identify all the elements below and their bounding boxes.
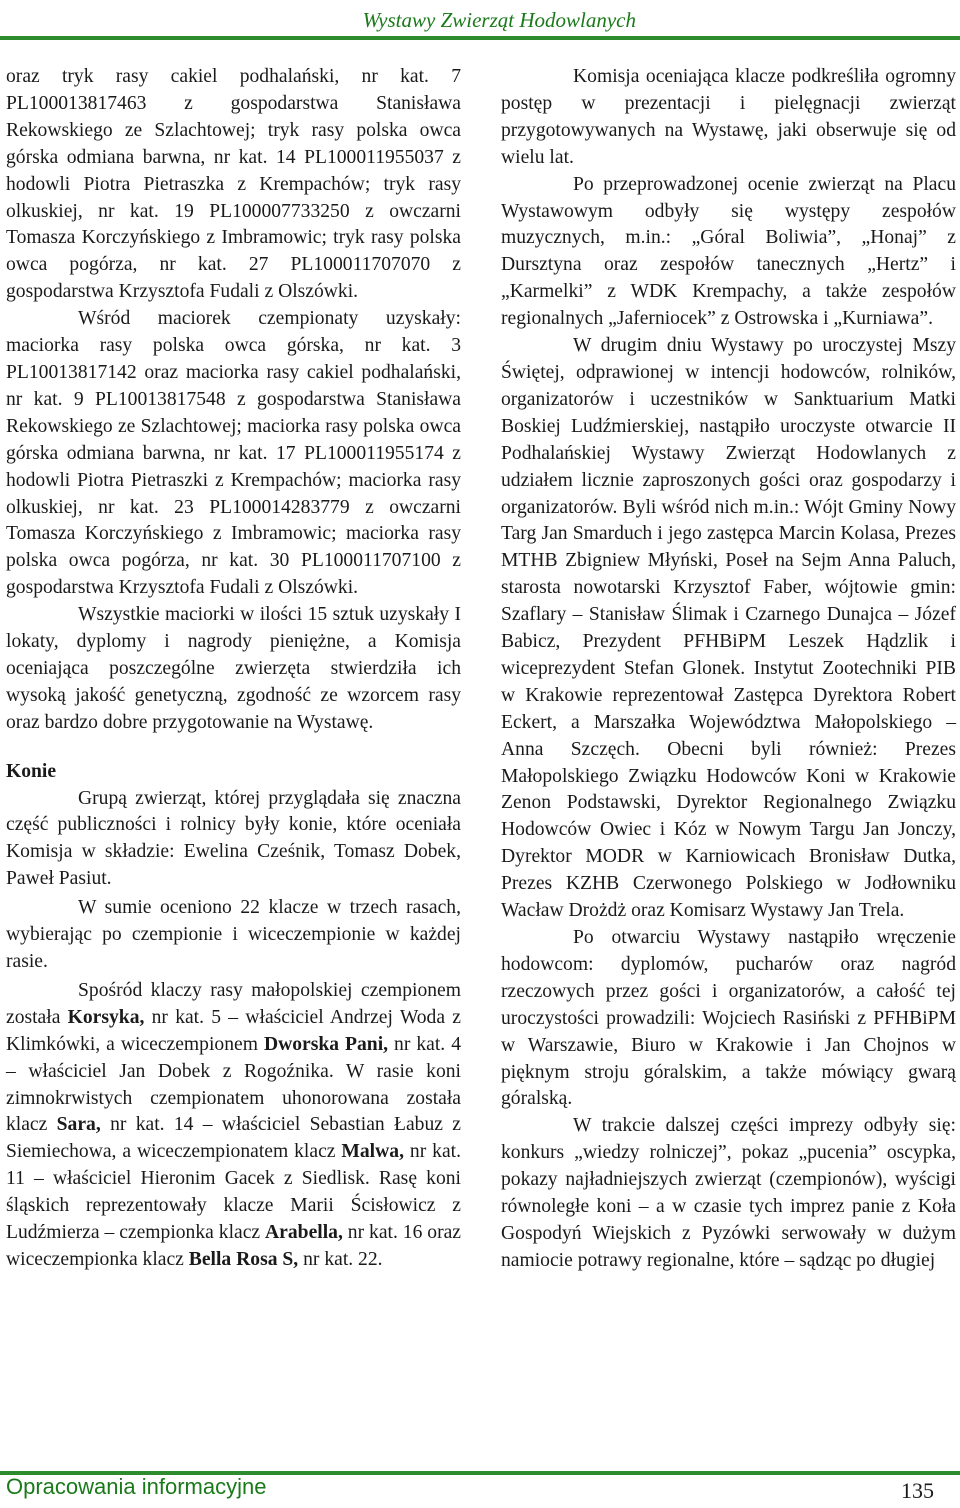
paragraph-opening: W drugim dniu Wystawy po uroczystej Mszy Świętej, odprawionej w intencji hodowców, rolników, organizatorów i uczestników w Sanktuarium Matki Boskiej Ludźmierskiej, nastąpiło uroczyste otwarcie II Podhalańskiej Wystawy Zwierząt Hodowlanych z udziałem licznie zaproszonych gości oraz gospodarzy i organizatorów. Byli wśród nich m.in.: Wójt Gminy Nowy Targ Jan Smarduch i jego zastępca Marcin Kolasa, Prezes MTHB Zbigniew Młyński, Poseł na Sejm Anna Paluch, starosta nowotarski Krzysztof Faber, wójtowie gmin: Szaflary – Stanisław Ślimak i Czarnego Dunajca – Józef Babicz, Prezydent PFHBiPM Leszek Hądzlik i wiceprezydent Stefan Glonek. Instytut Zootechniki PIB w Krakowie reprezentował Zastępca Dyrektora Robert Eckert, a Marszałka Województwa Małopolskiego – Anna Szczęch. Obecni byli również: Prezes Małopolskiego Związku Hodowców Koni w Krakowie Zenon Podstawski, Dyrektor Regionalnego Związku Hodowców Owiec i Kóz w Nowym Targu Jan Jonczy, Dyrektor MODR w Karniowicach Bronisław Dutka, Prezes KZHB Czerwonego Polskiego w Jodłowniku Wacław Drożdż oraz Komisarz Wystawy Jan Trela. xyxy=(501,335,956,922)
paragraph-commission: Komisja oceniająca klacze podkreśliła ogromny postęp w prezentacji i pielęgnacji zwierząt przygotowywanych na Wystawę, jaki obserwuje się od wielu lat. xyxy=(501,66,956,168)
text-run: nr kat. 4 – właściciel Jan Dobek z Rogoźnika. W rasie koni zimnokrwistych czempionatem uhonorowana została klacz xyxy=(6,1033,461,1136)
right-column xyxy=(501,64,956,1275)
horse-name-sara: Sara, xyxy=(56,1114,101,1136)
horse-name-malwa: Malwa, xyxy=(341,1141,404,1163)
horse-name-bella-rosa-s: Bella Rosa S, xyxy=(188,1248,299,1270)
text-run: nr kat. 11 – właściciel Hieronim Gacek z Siedlisk. Rasę koni śląskich reprezentowały klacze Marii Ścisłowicz z Ludźmierza – czempionka klacz xyxy=(6,1141,461,1244)
paragraph-rams: oraz tryk rasy cakiel podhalański, nr kat. 7 PL100013817463 z gospodarstwa Stanisława Rekowskiego ze Szlachtowej; tryk rasy polska owca górska odmiana barwna, nr kat. 14 PL100011955037 z hodowli Piotra Pietraszka z Krempachów; tryk rasy olkuskiej, nr kat. 19 PL100007733250 z owczarni Tomasza Korczyńskiego z Imbramowic; tryk rasy polska owca pogórza, nr kat. 27 PL100011707070 z gospodarstwa Krzysztofa Fudali z Olszówki. xyxy=(6,66,461,303)
text-run: nr kat. 14 – właściciel Sebastian Łabuz z Siemiechowa, a wiceczempionatem klacz xyxy=(6,1114,461,1163)
horse-name-korsyka: Korsyka, xyxy=(67,1006,145,1028)
running-header: Wystawy Zwierząt Hodowlanych xyxy=(362,8,636,32)
page-number: 135 xyxy=(901,1478,934,1503)
paragraph-horses-count: W sumie oceniono 22 klacze w trzech rasach, wybierając po czempionie i wiceczempionie w każdej rasie. xyxy=(6,897,461,972)
text-run: nr kat. 22. xyxy=(298,1248,383,1270)
paragraph-performances: Po przeprowadzonej ocenie zwierząt na Placu Wystawowym odbyły się występy zespołów muzycznych, m.in.: „Góral Boliwia”, „Honaj” z Dursztyna oraz zespołów tanecznych „Hertz” i „Karmelki” z WDK Krempachy, a także zespołów regionalnych „Jaferniocek” z Ostrowska i „Kurniawa”. xyxy=(501,173,956,330)
text-run: Spośród klaczy rasy małopolskiej czempionem została xyxy=(6,979,461,1028)
paragraph-ewes: Wśród maciorek czempionaty uzyskały: maciorka rasy polska owca górska, nr kat. 3 PL10013817142 oraz maciorka rasy cakiel podhalański, nr kat. 9 PL10013817548 z gospodarstwa Stanisława Rekowskiego ze Szlachtowej; maciorka rasy polska owca górska odmiana barwna, nr kat. 17 PL100011955174 z hodowli Piotra Pietraszki z Krempachów; maciorka rasy olkuskiej, nr kat. 23 PL100014283779 z owczarni Tomasza Korczyńskiego z Imbramowic; maciorka rasy polska owca pogórza, nr kat. 30 PL100011707100 z gospodarstwa Krzysztofa Fudali z Olszówki. xyxy=(6,308,461,599)
paragraph-horses-intro: Grupą zwierząt, której przyglądała się znaczna część publiczności i rolnicy były konie, które oceniała Komisja w składzie: Ewelina Cześnik, Tomasz Dobek, Paweł Pasiut. xyxy=(6,787,461,890)
text-run: nr kat. 16 oraz wiceczempionka klacz xyxy=(6,1222,461,1270)
left-column xyxy=(6,64,461,1274)
paragraph-ewes-summary: Wszystkie maciorki w ilości 15 sztuk uzyskały I lokaty, dyplomy i nagrody pieniężne, a Komisja oceniająca poszczególne zwierzęta stwierdziła ich wysoką jakość genetyczną, zgodność ze wzorcem rasy oraz bardzo dobre przygotowanie na Wystawę. xyxy=(6,604,461,733)
paragraph-horses-champions xyxy=(6,978,461,1274)
section-heading-konie: Konie xyxy=(6,760,57,782)
paragraph-events: W trakcie dalszej części imprezy odbyły się: konkurs „wiedzy rolniczej”, pokaz „pucenia” oscypka, pokazy najładniejszych zwierząt (czempionów), wyścigi równoległe koni – a w czasie tych imprez panie z Koła Gospodyń Wiejskich z Pyzówki serwowały w dużym namiocie potrawy regionalne, które – sądząc po długiej xyxy=(501,1115,956,1271)
header-rule xyxy=(0,36,960,40)
text-run: nr kat. 5 – właściciel Andrzej Woda z Klimkówki, a wiceczempionem xyxy=(6,1006,461,1055)
horse-name-dworska-pani: Dworska Pani, xyxy=(263,1033,389,1055)
horse-name-arabella: Arabella, xyxy=(265,1222,343,1244)
footer-section-label: Opracowania informacyjne xyxy=(6,1474,267,1499)
paragraph-awards: Po otwarciu Wystawy nastąpiło wręczenie hodowcom: dyplomów, pucharów oraz nagród rzeczowych przez gości i organizatorów, a całość tej uroczystości prowadzili: Wojciech Rasiński z PFHBiPM w Warszawie, Biuro w Krakowie i Jan Chojnos w pięknym stroju góralskim, a także mówiący gwarą góralską. xyxy=(501,927,956,1110)
